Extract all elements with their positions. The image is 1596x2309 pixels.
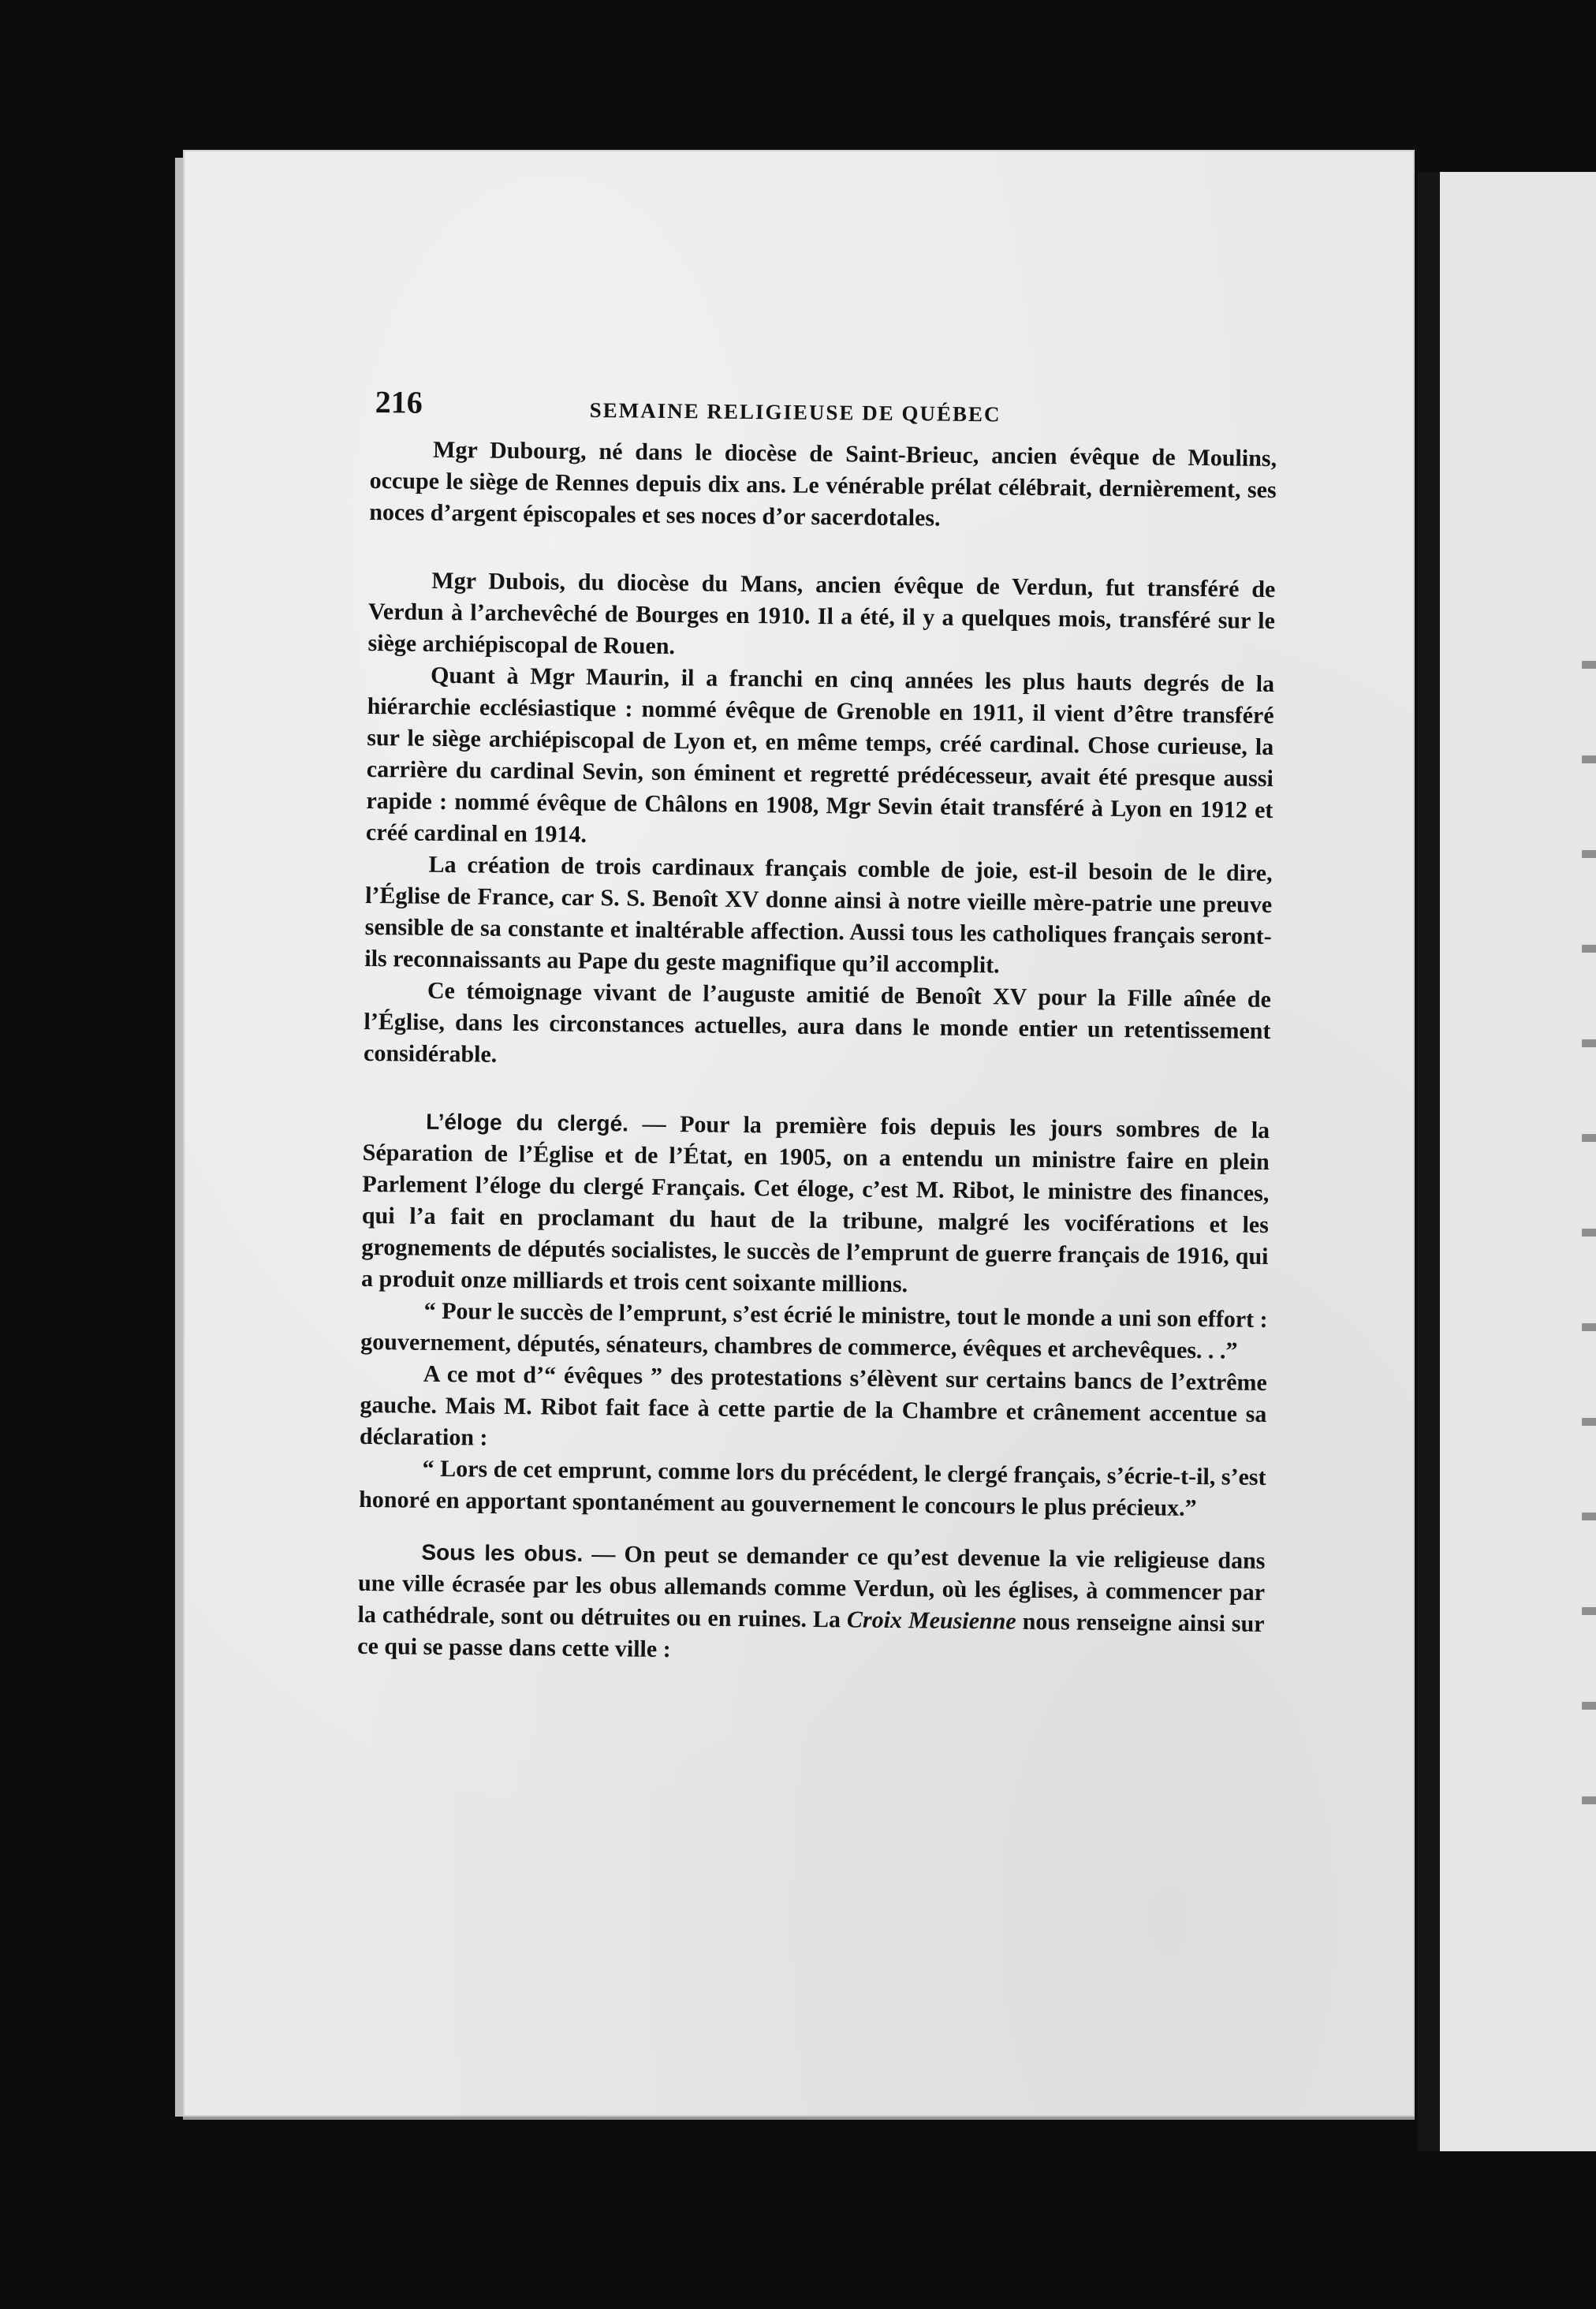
- paragraph-obus: [357, 1536, 1266, 1672]
- paragraph-temoignage: Ce témoignage vivant de l’auguste amitié de Benoît XV pour la Fille aînée de l’Église, dans les circonstances actuelles, aura dans le monde entier un retentissement considérable.: [363, 977, 1272, 1068]
- paragraph-eloge-text: — Pour la première fois depuis les jours sombres de la Séparation de l’Église et de l’État, en 1905, on a entendu un ministre faire en plein Parlement l’éloge du clergé Français. Cet éloge, c’est M. Ribot, le ministre des finances, qui l’a fait en proclamant du haut de la tribune, malgré les vociférations et les grognements de députés socialistes, le succès de l’emprunt de guerre français de 1916, qui a produit onze milliards et trois cent soixante millions.: [360, 1110, 1270, 1298]
- publication-title: Croix Meusienne: [846, 1606, 1016, 1635]
- adjacent-page-text-edge: [1582, 661, 1596, 1844]
- page-text: [357, 383, 1277, 1672]
- page-number: 216: [375, 384, 423, 420]
- adjacent-page: [1418, 172, 1596, 2151]
- paragraph-quote-emprunt: “ Pour le succès de l’emprunt, s’est écrié le ministre, tout le monde a uni son effort : gouvernement, députés, sénateurs, chambres de commerce, évêques et archevêques. . .”: [360, 1297, 1268, 1364]
- paragraph-protestations: A ce mot d’“ évêques ” des protestations s’élèvent sur certains bancs de l’extrême gauche. Mais M. Ribot fait face à cette partie de la Chambre et crânement accentue sa déclaration :: [359, 1360, 1267, 1451]
- section-heading-obus: Sous les obus.: [421, 1539, 584, 1566]
- paragraph-obus-text-a: — On peut se demander ce qu’est devenue la vie religieuse dans une ville écrasée par les obus allemands comme Verdun, où les églises, à commencer par la cathédrale, sont ou détruites ou en ruines. La: [357, 1540, 1266, 1633]
- page-gutter: [1418, 172, 1440, 2151]
- paragraph-obus-text-b: nous renseigne ainsi sur ce qui se passe dans cette ville :: [357, 1608, 1265, 1663]
- section-heading-eloge: L’éloge du clergé.: [426, 1109, 629, 1136]
- paragraph-dubois: Mgr Dubois, du diocèse du Mans, ancien évêque de Verdun, fut transféré de Verdun à l’archevêché de Bourges en 1910. Il a été, il y a quelques mois, transféré sur le siège archiépiscopal de Rouen.: [367, 567, 1276, 660]
- page-bottom-edge: [183, 2117, 1415, 2120]
- running-title: SEMAINE RELIGIEUSE DE QUÉBEC: [589, 397, 1001, 427]
- page-header: [370, 383, 1277, 443]
- paragraph-cardinaux: La création de trois cardinaux français comble de joie, est-il besoin de le dire, l’Église de France, car S. S. Benoît XV donne ainsi à notre vieille mère-patrie une preuve sensible de sa constante et inaltérable affection. Aussi tous les catholiques français seront-ils reconnaissants au Pape du geste magnifique qu’il accomplit.: [364, 851, 1273, 979]
- paragraph-dubourg: Mgr Dubourg, né dans le diocèse de Saint-Brieuc, ancien évêque de Moulins, occupe le siège de Rennes depuis dix ans. Le vénérable prélat célébrait, dernièrement, ses noces d’argent épiscopales et ses noces d’or sacerdotales.: [369, 436, 1277, 532]
- paragraph-maurin: Quant à Mgr Maurin, il a franchi en cinq années les plus hauts degrés de la hiérarchie ecclésiastique : nommé évêque de Grenoble en 1911, il vient d’être transféré sur le siège archiépiscopal de Lyon et, en même temps, créé cardinal. Chose curieuse, la carrière du cardinal Sevin, son éminent et regretté prédécesseur, avait été presque aussi rapide : nommé évêque de Châlons en 1908, Mgr Sevin était transféré à Lyon en 1912 et créé cardinal en 1914.: [365, 662, 1275, 848]
- paragraph-eloge: [361, 1106, 1270, 1304]
- paragraph-quote-clerge: “ Lors de cet emprunt, comme lors du précédent, le clergé français, s’écrie-t-il, s’est honoré en apportant spontanément au gouvernement le concours le plus précieux.”: [359, 1455, 1266, 1522]
